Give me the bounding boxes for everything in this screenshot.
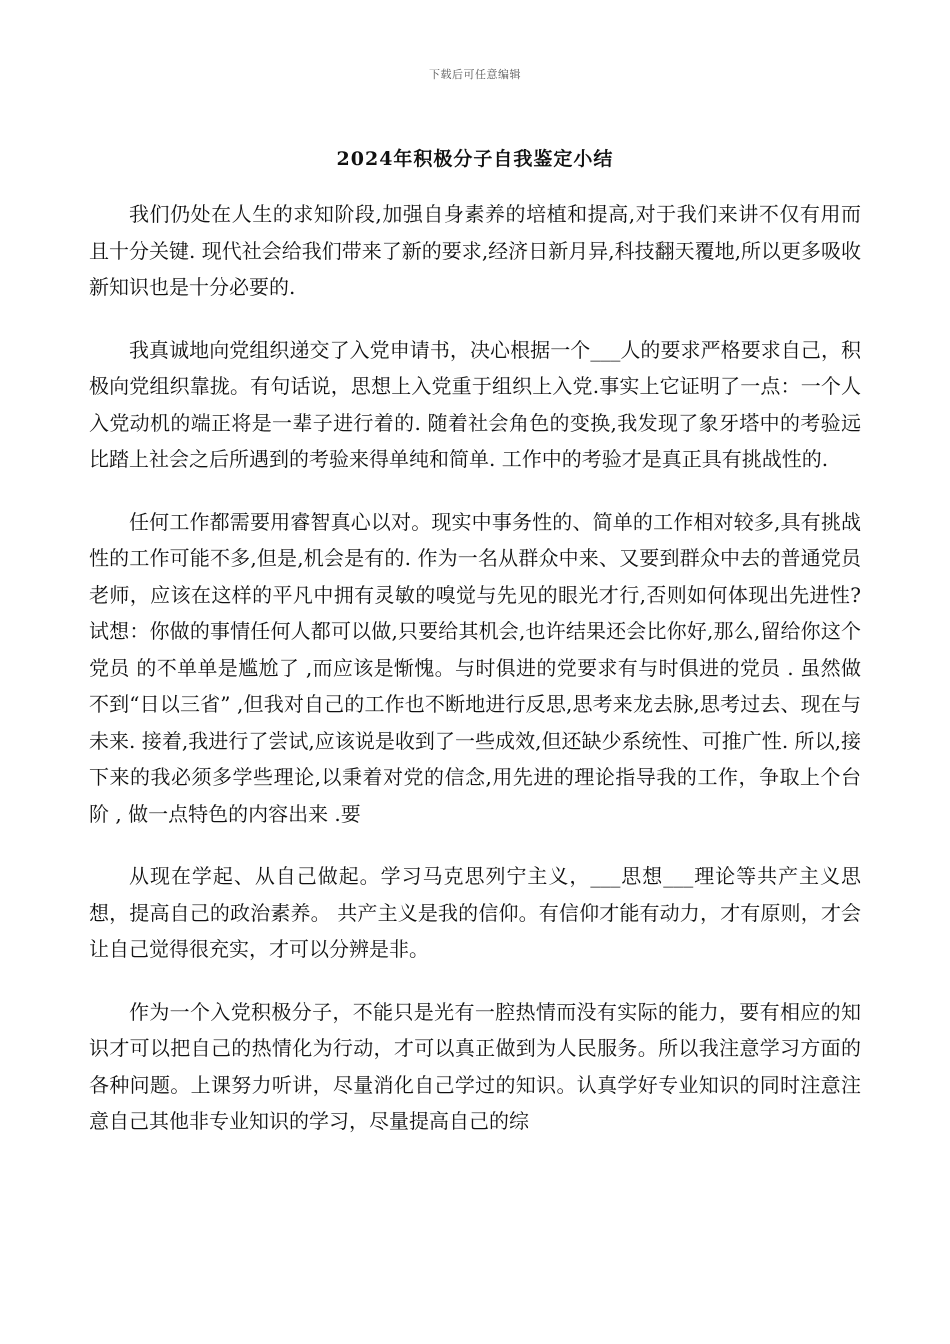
document-body xyxy=(89,196,861,1166)
paragraph-1: 我们仍处在人生的求知阶段,加强自身素养的培植和提高,对于我们来讲不仅有用而且十分关键. 现代社会给我们带来了新的要求,经济日新月异,科技翻天覆地,所以更多吸收新知识也是十分必要的. xyxy=(89,202,861,299)
paragraph-3: 任何工作都需要用睿智真心以对。现实中事务性的、简单的工作相对较多,具有挑战性的工作可能不多,但是,机会是有的. 作为一名从群众中来、又要到群众中去的普通党员老师，应该在这样的平凡中拥有灵敏的嗅觉与先见的眼光才行,否则如何体现出先进性? 试想：你做的事情任何人都可以做,只要给其机会,也许结果还会比你好,那么,留给你这个党员 的不单单是尴尬了 ,而应该是惭愧。与时俱进的党要求有与时俱进的党员 . 虽然做不到“日以三省” ,但我对自己的工作也不断地进行反思,思考来龙去脉,思考过去、现在与未来. 接着,我进行了尝试,应该说是收到了一些成效,但还缺少系统性、可推广性. 所以,接下来的我必须多学些理论,以秉着对党的信念,用先进的理论指导我的工作，争取上个台阶 , 做一点特色的内容出来 .要 xyxy=(89,509,861,826)
paragraph-2: 我真诚地向党组织递交了入党申请书，决心根据一个___人的要求严格要求自己，积极向党组织靠拢。有句话说，思想上入党重于组织上入党.事实上它证明了一点：一个人入党动机的端正将是一辈子进行着的. 随着社会角色的变换,我发现了象牙塔中的考验远比踏上社会之后所遇到的考验来得单纯和简单. 工作中的考验才是真正具有挑战性的. xyxy=(89,337,861,471)
paragraph-5: 作为一个入党积极分子，不能只是光有一腔热情而没有实际的能力，要有相应的知识才可以把自己的热情化为行动，才可以真正做到为人民服务。所以我注意学习方面的各种问题。上课努力听讲，尽量消化自己学过的知识。认真学好专业知识的同时注意注意自己其他非专业知识的学习，尽量提高自己的综 xyxy=(89,999,861,1133)
document-title: 2024年积极分子自我鉴定小结 xyxy=(336,148,614,170)
paragraph-4: 从现在学起、从自己做起。学习马克思列宁主义，___思想___理论等共产主义思想，提高自己的政治素养。 共产主义是我的信仰。有信仰才能有动力，才有原则，才会让自己觉得很充实，才可以分辨是非。 xyxy=(89,864,861,961)
header-note: 下载后可任意编辑 xyxy=(429,68,521,81)
